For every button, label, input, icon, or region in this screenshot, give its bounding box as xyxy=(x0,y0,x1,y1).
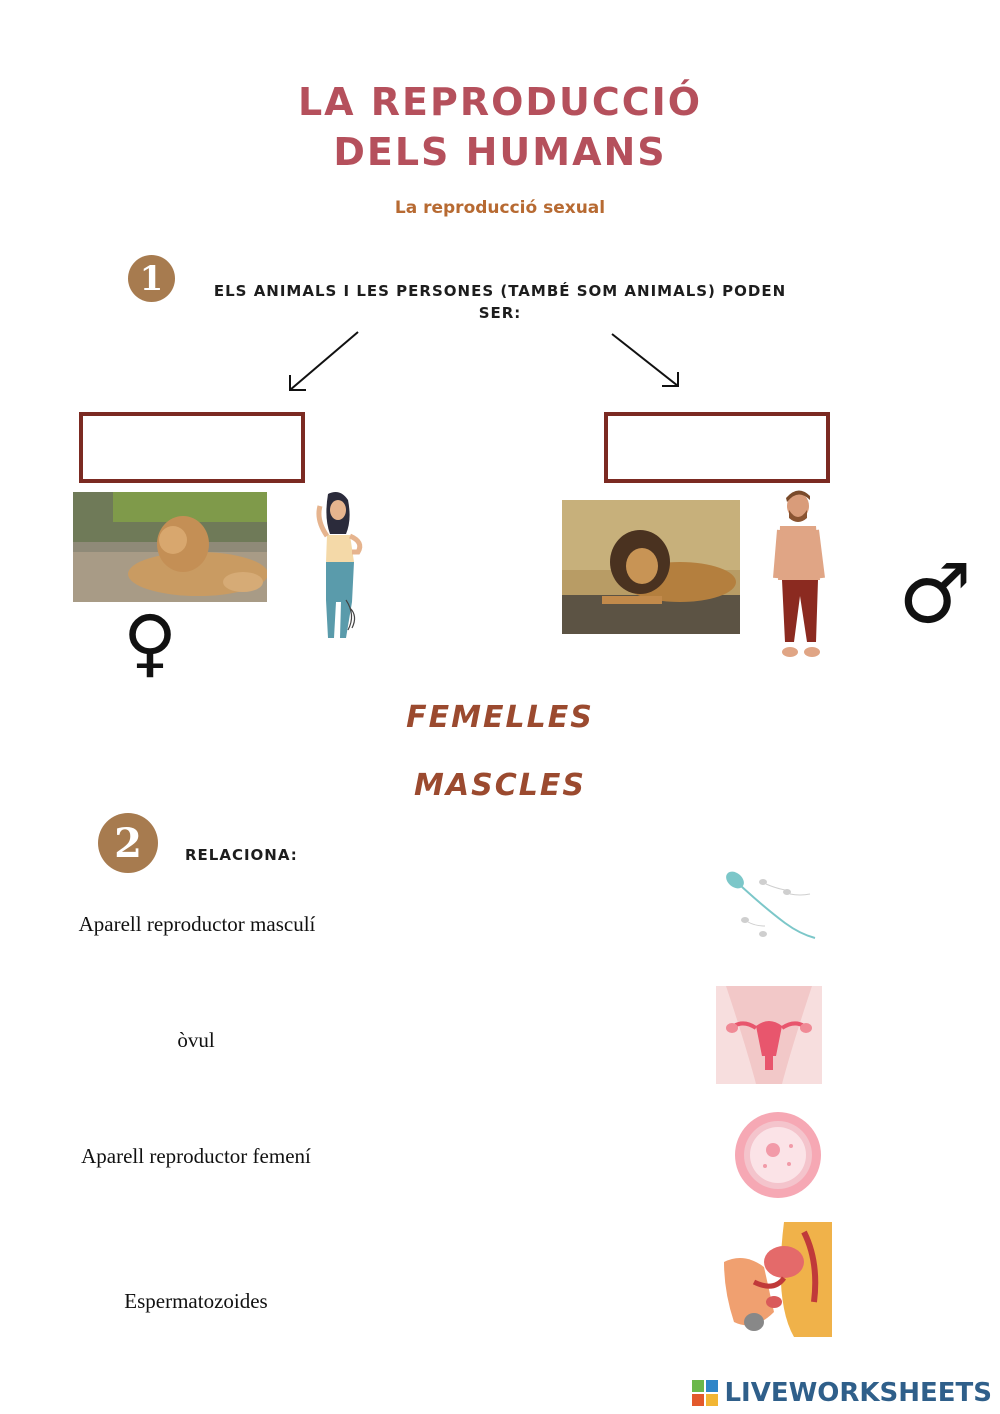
step-2-instruction: RELACIONA: xyxy=(185,846,298,864)
match-term[interactable]: Espermatozoides xyxy=(124,1289,268,1313)
lion-image xyxy=(562,500,740,634)
liveworksheets-logo xyxy=(692,1378,992,1408)
page-title-line1: LA REPRODUCCIÓ xyxy=(297,80,703,124)
match-term[interactable]: Aparell reproductor femení xyxy=(81,1144,311,1168)
uterus-image[interactable] xyxy=(716,986,822,1084)
step-2-badge: 2 xyxy=(98,813,158,873)
woman-figure-image xyxy=(300,490,372,645)
draggable-word-mascles[interactable]: MASCLES xyxy=(414,768,586,803)
draggable-word-femelles[interactable]: FEMELLES xyxy=(406,700,594,735)
match-term[interactable]: òvul xyxy=(177,1028,215,1052)
male-symbol-icon: ♂ xyxy=(898,547,972,642)
arrow-right-icon xyxy=(600,320,710,410)
ovum-image[interactable] xyxy=(733,1110,823,1200)
lioness-image xyxy=(73,492,267,602)
page-subtitle: La reproducció sexual xyxy=(394,198,606,218)
liveworksheets-logo-icon xyxy=(692,1380,718,1406)
male-reproductive-system-image[interactable] xyxy=(724,1222,832,1337)
match-term[interactable]: Aparell reproductor masculí xyxy=(78,912,316,936)
step-1-instruction: ELS ANIMALS I LES PERSONES (TAMBÉ SOM ANIMALS) PODEN SER: xyxy=(213,282,787,322)
answer-box-left[interactable] xyxy=(79,412,305,483)
man-figure-image xyxy=(770,490,830,665)
arrow-left-icon xyxy=(270,320,380,410)
liveworksheets-brand-text: LIVEWORKSHEETS xyxy=(724,1378,992,1408)
answer-box-right[interactable] xyxy=(604,412,830,483)
page-title-line2: DELS HUMANS xyxy=(333,130,667,174)
sperm-image[interactable] xyxy=(715,868,820,948)
step-1-badge: 1 xyxy=(128,255,175,302)
female-symbol-icon: ♀ xyxy=(122,600,178,686)
